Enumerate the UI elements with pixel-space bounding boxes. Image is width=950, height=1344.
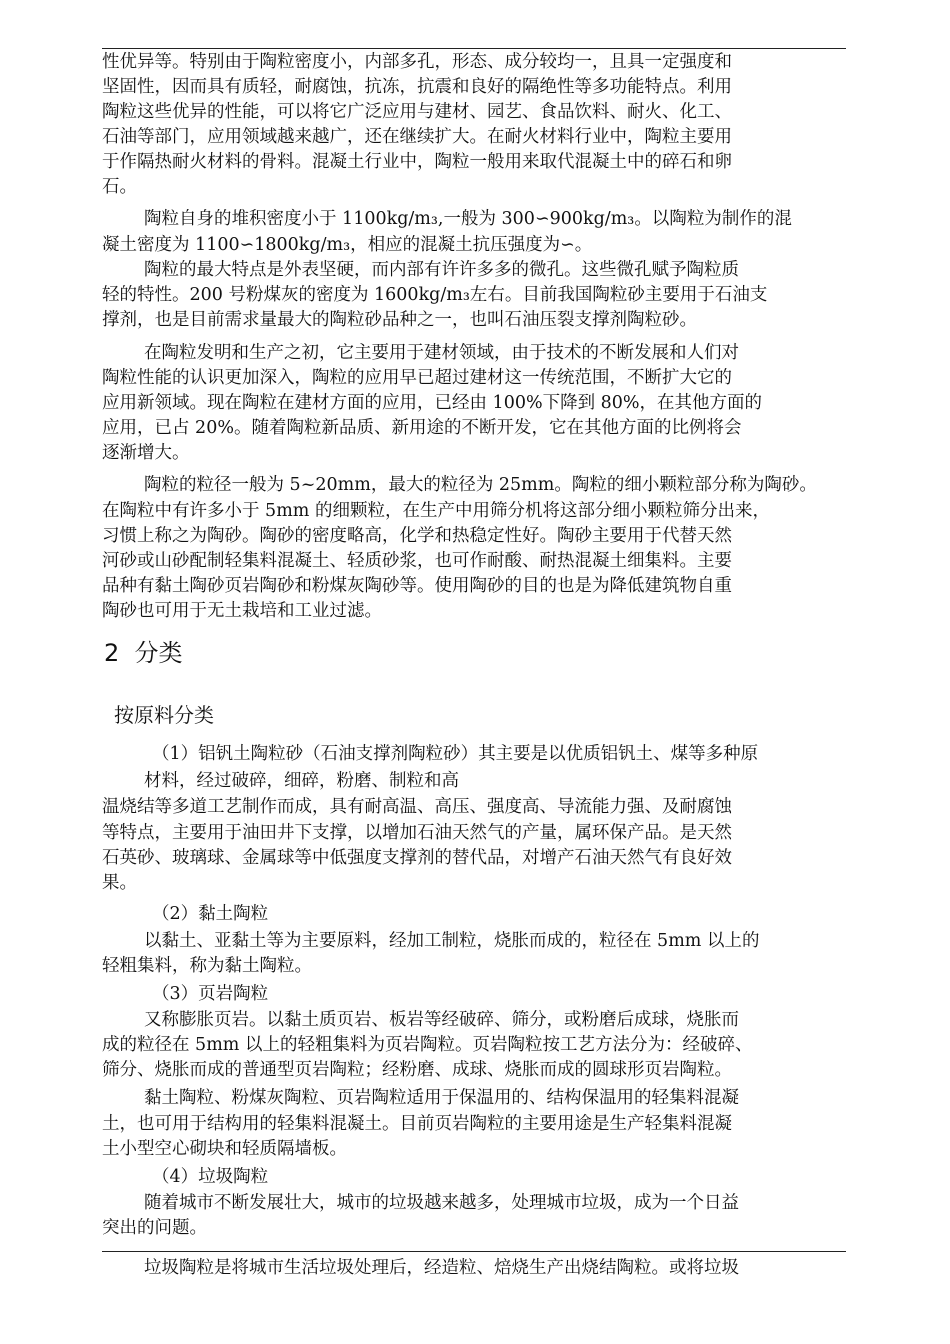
- text-line: 凝土密度为 1100∽1800kg/m₃，相应的混凝土抗压强度为∽。: [102, 235, 593, 255]
- text-line: 在陶粒发明和生产之初，它主要用于建材领域，由于技术的不断发展和人们对: [144, 343, 739, 363]
- text-line: 垃圾陶粒是将城市生活垃圾处理后，经造粒、焙烧生产出烧结陶粒。或将垃圾: [144, 1258, 739, 1278]
- text-line: 以黏土、亚黏土等为主要原料，经加工制粒，烧胀而成的，粒径在 5mm 以上的: [144, 931, 760, 951]
- text-line: 陶粒性能的认识更加深入，陶粒的应用早已超过建材这一传统范围，不断扩大它的: [102, 368, 732, 388]
- text-line: 突出的问题。: [102, 1218, 207, 1238]
- text-line: 石英砂、玻璃球、金属球等中低强度支撑剂的替代品，对增产石油天然气有良好效: [102, 848, 732, 868]
- text-line: 逐渐增大。: [102, 443, 190, 463]
- text-line: 陶粒的粒径一般为 5~20mm，最大的粒径为 25mm。陶粒的细小颗粒部分称为陶砂。: [144, 475, 817, 495]
- text-line: 材料，经过破碎，细碎，粉磨、制粒和高: [144, 771, 459, 791]
- text-line: 河砂或山砂配制轻集料混凝土、轻质砂浆，也可作耐酸、耐热混凝土细集料。主要: [102, 551, 732, 571]
- text-line: 轻的特性。200 号粉煤灰的密度为 1600kg/m₃左右。目前我国陶粒砂主要用于石油支: [102, 285, 768, 305]
- text-line: 果。: [102, 873, 137, 893]
- text-line: 陶砂也可用于无土栽培和工业过滤。: [102, 601, 382, 621]
- text-line: 应用新领域。现在陶粒在建材方面的应用，已经由 100%下降到 80%，在其他方面的: [102, 393, 763, 413]
- text-line: （4）垃圾陶粒: [152, 1167, 269, 1187]
- subsection-heading: 按原料分类: [114, 703, 214, 727]
- text-line: 陶粒自身的堆积密度小于 1100kg/m₃,一般为 300∽900kg/m₃。以陶粒为制作的混: [144, 209, 792, 229]
- section-heading: 2 分类: [104, 639, 183, 667]
- text-line: 应用，已占 20%。随着陶粒新品质、新用途的不断开发，它在其他方面的比例将会: [102, 418, 742, 438]
- text-line: 陶粒的最大特点是外表坚硬，而内部有许许多多的微孔。这些微孔赋予陶粒质: [144, 260, 739, 280]
- text-line: 石油等部门，应用领域越来越广，还在继续扩大。在耐火材料行业中，陶粒主要用: [102, 127, 732, 147]
- text-line: 撑剂，也是目前需求量最大的陶粒砂品种之一，也叫石油压裂支撑剂陶粒砂。: [102, 310, 697, 330]
- text-line: 土，也可用于结构用的轻集料混凝土。目前页岩陶粒的主要用途是生产轻集料混凝: [102, 1114, 732, 1134]
- text-line: 成的粒径在 5mm 以上的轻粗集料为页岩陶粒。页岩陶粒按工艺方法分为：经破碎、: [102, 1035, 753, 1055]
- text-line: 品种有黏土陶砂页岩陶砂和粉煤灰陶砂等。使用陶砂的目的也是为降低建筑物自重: [102, 576, 732, 596]
- text-line: 性优异等。特别由于陶粒密度小，内部多孔，形态、成分较均一，且具一定强度和: [102, 52, 732, 72]
- text-line: 陶粒这些优异的性能，可以将它广泛应用与建材、园艺、食品饮料、耐火、化工、: [102, 102, 732, 122]
- text-line: （1）铝钒土陶粒砂（石油支撑剂陶粒砂）其主要是以优质铝钒土、煤等多种原: [152, 744, 759, 764]
- text-line: 温烧结等多道工艺制作而成，具有耐高温、高压、强度高、导流能力强、及耐腐蚀: [102, 797, 732, 817]
- text-line: 坚固性，因而具有质轻，耐腐蚀，抗冻，抗震和良好的隔绝性等多功能特点。利用: [102, 77, 732, 97]
- text-line: 土小型空心砌块和轻质隔墙板。: [102, 1139, 347, 1159]
- text-line: 习惯上称之为陶砂。陶砂的密度略高，化学和热稳定性好。陶砂主要用于代替天然: [102, 526, 732, 546]
- page-break-rule: [102, 1251, 846, 1252]
- text-line: 随着城市不断发展壮大，城市的垃圾越来越多，处理城市垃圾，成为一个日益: [144, 1193, 739, 1213]
- text-line: 轻粗集料，称为黏土陶粒。: [102, 956, 312, 976]
- text-line: （3）页岩陶粒: [152, 984, 269, 1004]
- text-line: 黏土陶粒、粉煤灰陶粒、页岩陶粒适用于保温用的、结构保温用的轻集料混凝: [144, 1088, 739, 1108]
- text-line: 等特点，主要用于油田井下支撑，以增加石油天然气的产量，属环保产品。是天然: [102, 823, 732, 843]
- text-line: 又称膨胀页岩。以黏土质页岩、板岩等经破碎、筛分，或粉磨后成球，烧胀而: [144, 1010, 739, 1030]
- text-line: 于作隔热耐火材料的骨料。混凝土行业中，陶粒一般用来取代混凝土中的碎石和卵: [102, 152, 732, 172]
- text-line: 石。: [102, 177, 137, 197]
- text-line: 筛分、烧胀而成的普通型页岩陶粒；经粉磨、成球、烧胀而成的圆球形页岩陶粒。: [102, 1060, 732, 1080]
- text-line: （2）黏土陶粒: [152, 904, 269, 924]
- text-line: 在陶粒中有许多小于 5mm 的细颗粒，在生产中用筛分机将这部分细小颗粒筛分出来，: [102, 501, 770, 521]
- header-rule: [102, 48, 846, 49]
